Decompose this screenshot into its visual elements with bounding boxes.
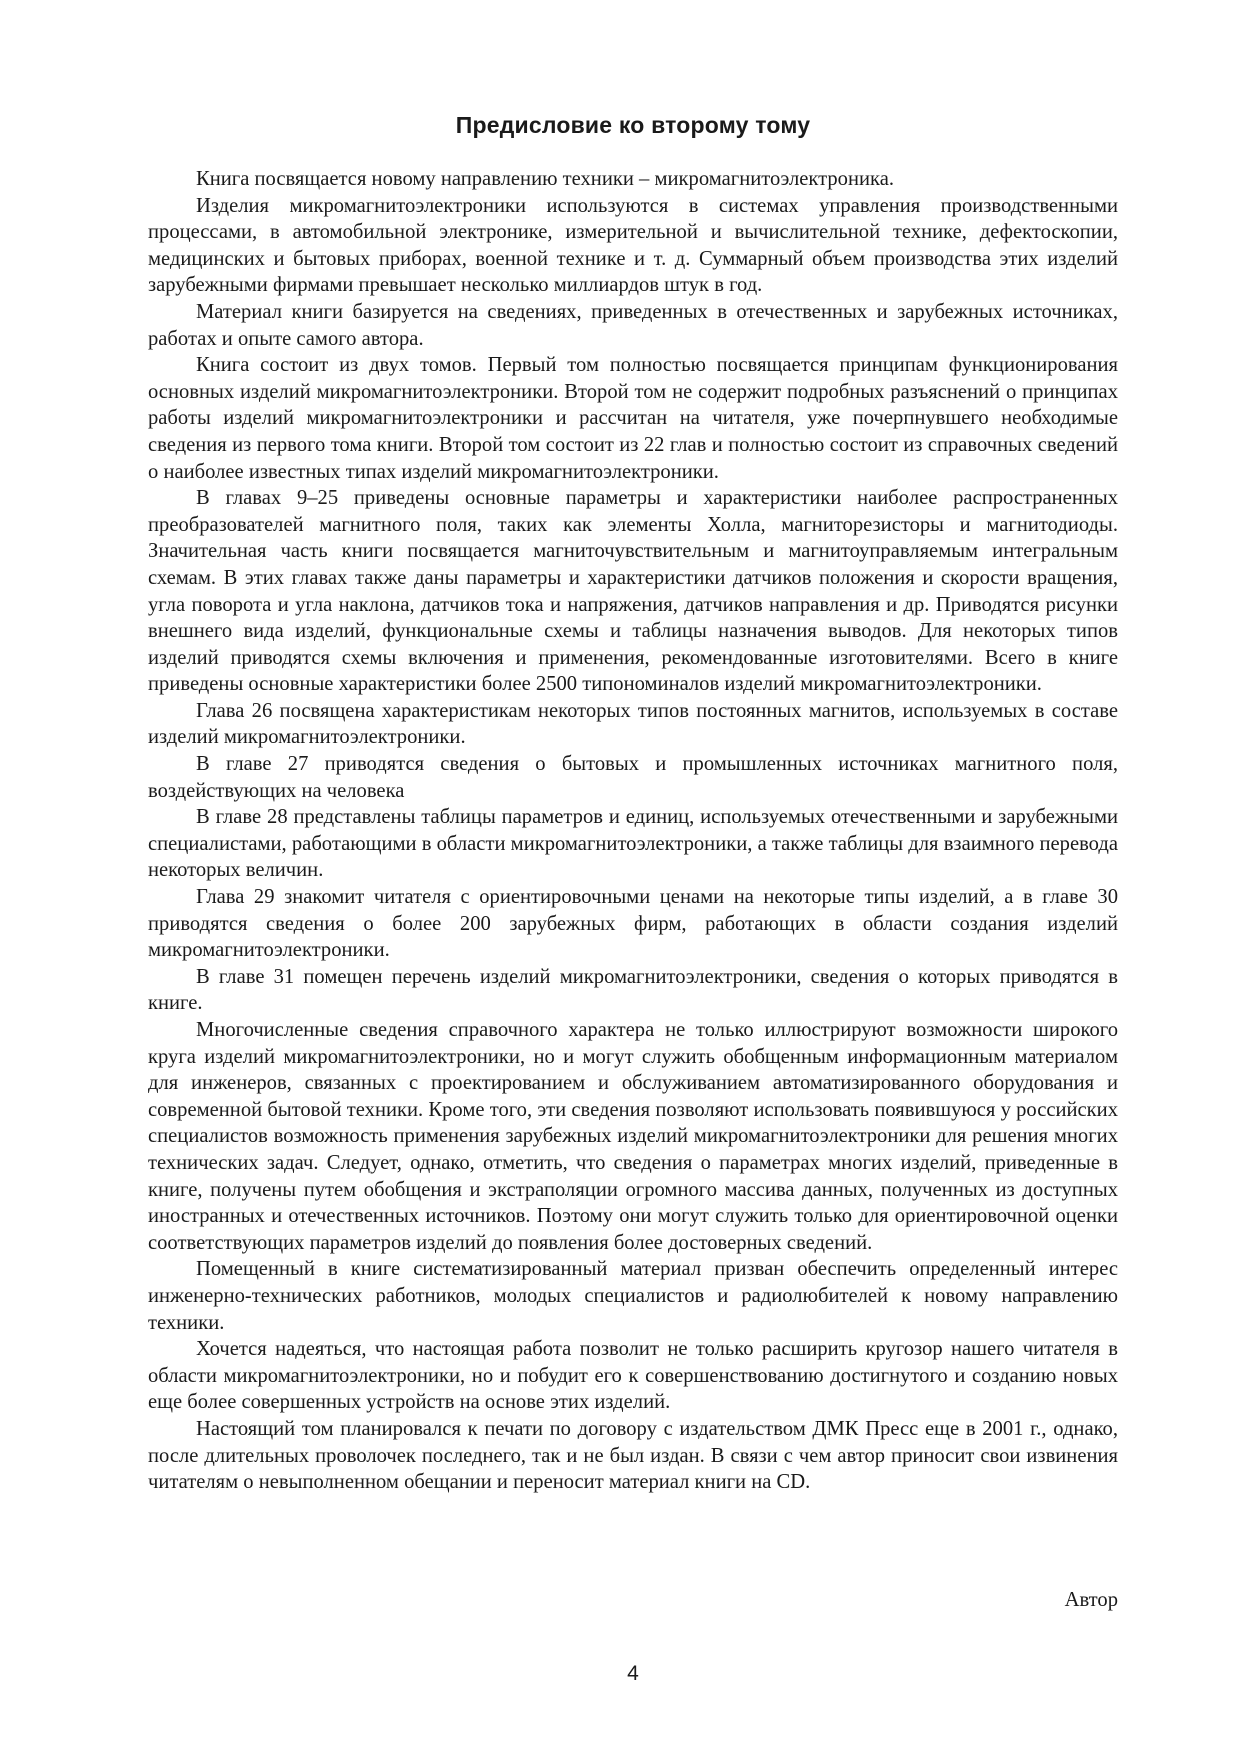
document-page <box>148 0 1118 1755</box>
paragraph: Хочется надеяться, что настоящая работа позволит не только расширить кругозор нашего читателя в области микромагнитоэлектроники, но и побудит его к совершенствованию достигнутого и созданию новых еще более совершенных устройств на основе этих изделий. <box>148 1338 1118 1414</box>
preface-body <box>148 166 1118 1496</box>
paragraph: Материал книги базируется на сведениях, приведенных в отечественных и зарубежных источниках, работах и опыте самого автора. <box>148 300 1118 350</box>
paragraph: В главе 27 приводятся сведения о бытовых и промышленных источниках магнитного поля, воздействующих на человека <box>148 753 1118 802</box>
paragraph: В главе 28 представлены таблицы параметров и единиц, используемых отечественными и зарубежными специалистами, работающими в области микромагнитоэлектроники, а также таблицы для взаимного перевода некоторых величин. <box>148 806 1118 882</box>
paragraph: Настоящий том планировался к печати по договору с издательством ДМК Пресс еще в 2001 г., однако, после длительных проволочек последнего, так и не был издан. В связи с чем автор приносит свои извинения читателям о невыполненном обещании и переносит материал книги на CD. <box>148 1417 1118 1494</box>
paragraph: Изделия микромагнитоэлектроники используются в системах управления производственными процессами, в автомобильной электронике, измерительной и вычислительной технике, дефектоскопии, медицинских и бытовых приборах, военной технике и т. д. Суммарный объем производства этих изделий зарубежными фирмами превышает несколько миллиардов штук в год. <box>148 194 1118 297</box>
paragraph: В главах 9–25 приведены основные параметры и характеристики наиболее распространенных преобразователей магнитного поля, таких как элементы Холла, магниторезисторы и магнитодиоды. Значительная часть книги посвящается магниточувствительным и магнитоуправляемым интегральным схемам. В этих главах также даны параметры и характеристики датчиков положения и скорости вращения, угла поворота и угла наклона, датчиков тока и напряжения, датчиков направления и др. Приводятся рисунки внешнего вида изделий, функциональные схемы и таблицы назначения выводов. Для некоторых типов изделий приводятся схемы включения и применения, рекомендованные изготовителями. Всего в книге приведены основные характеристики более 2500 типономиналов изделий микромагнитоэлектроники. <box>148 487 1118 696</box>
page-title: Предисловие ко второму тому <box>455 112 811 138</box>
page-number: 4 <box>627 1662 639 1685</box>
paragraph: Глава 26 посвящена характеристикам некоторых типов постоянных магнитов, используемых в составе изделий микромагнитоэлектроники. <box>148 699 1118 749</box>
paragraph: В главе 31 помещен перечень изделий микромагнитоэлектроники, сведения о которых приводятся в книге. <box>148 965 1118 1015</box>
paragraph: Многочисленные сведения справочного характера не только иллюстрируют возможности широкого круга изделий микромагнитоэлектроники, но и могут служить обобщенным информационным материалом для инженеров, связанных с проектированием и обслуживанием автоматизированного оборудования и современной бытовой техники. Кроме того, эти сведения позволяют использовать появившуюся у российских специалистов возможность применения зарубежных изделий микромагнитоэлектроники для решения многих технических задач. Следует, однако, отметить, что сведения о параметрах многих изделий, приведенные в книге, получены путем обобщения и экстраполяции огромного массива данных, полученных из доступных иностранных и отечественных источников. Поэтому они могут служить только для ориентировочной оценки соответствующих параметров изделий до появления более достоверных сведений. <box>148 1019 1118 1254</box>
author-signature: Автор <box>1064 1589 1118 1611</box>
paragraph: Помещенный в книге систематизированный материал призван обеспечить определенный интерес инженерно-технических работников, молодых специалистов и радиолюбителей к новому направлению техники. <box>148 1258 1118 1334</box>
paragraph: Книга посвящается новому направлению техники – микромагнитоэлектроника. <box>196 168 895 190</box>
paragraph: Книга состоит из двух томов. Первый том полностью посвящается принципам функционирования основных изделий микромагнитоэлектроники. Второй том не содержит подробных разъяснений о принципах работы изделий микромагнитоэлектроники и рассчитан на читателя, уже почерпнувшего необходимые сведения из первого тома книги. Второй том состоит из 22 глав и полностью состоит из справочных сведений о наиболее известных типах изделий микромагнитоэлектроники. <box>148 354 1118 483</box>
paragraph: Глава 29 знакомит читателя с ориентировочными ценами на некоторые типы изделий, а в главе 30 приводятся сведения о более 200 зарубежных фирм, работающих в области создания изделий микромагнитоэлектроники. <box>148 886 1118 962</box>
